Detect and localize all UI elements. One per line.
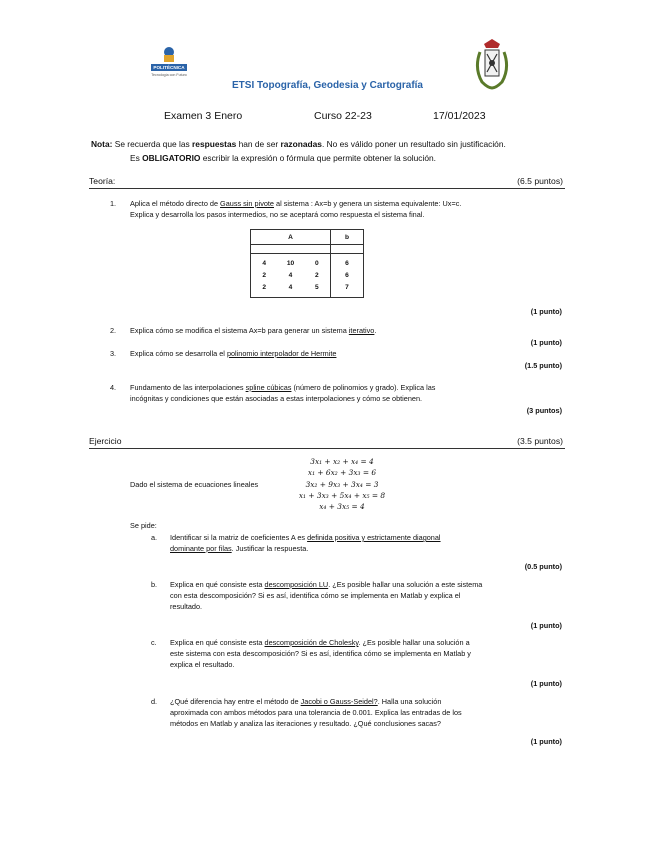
upm-logo-subtitle: Tecnología con Futuro bbox=[151, 73, 187, 77]
matrix-cell: 4 bbox=[288, 284, 293, 291]
exercise-heading: Ejercicio bbox=[89, 436, 122, 446]
item-b-text: Explica en qué consiste esta descomposición LU. ¿Es posible hallar una solución a este sistema con esta descomposición? Si es así, identifica cómo se implementa en Matlab y explica el resultado. bbox=[170, 580, 483, 611]
matrix-cell: 4 bbox=[288, 272, 293, 279]
exam-name: Examen 3 Enero bbox=[164, 110, 243, 122]
matrix-cell: 10 bbox=[286, 260, 295, 267]
item-d-label: d. bbox=[151, 697, 158, 706]
matrix-cell: 6 bbox=[345, 260, 349, 267]
divider bbox=[89, 188, 565, 189]
q3-number: 3. bbox=[110, 349, 117, 358]
exam-date: 17/01/2023 bbox=[433, 110, 486, 122]
theory-points: (6.5 puntos) bbox=[517, 176, 563, 186]
q1-text: Aplica el método directo de Gauss sin pivote al sistema : Ax=b y genera un sistema equivalente: Ux=c. Explica y desarrolla los pasos intermedios, no se aceptará como respuesta el sistema final. bbox=[130, 199, 462, 219]
upm-logo-text: POLITÉCNICA bbox=[153, 65, 185, 70]
equation: x₁ + 6x₂ + 3x₃ = 6 bbox=[307, 468, 377, 478]
item-b-label: b. bbox=[151, 580, 158, 589]
item-c-label: c. bbox=[151, 638, 157, 647]
equation-system bbox=[282, 456, 402, 512]
matrix-table bbox=[250, 229, 364, 298]
note-line-1: Nota: Se recuerda que las respuestas han de ser razonadas. No es válido poner un resultado sin justificación. bbox=[91, 139, 506, 149]
q1-number: 1. bbox=[110, 199, 117, 208]
divider bbox=[89, 448, 565, 449]
q3-text: Explica cómo se desarrolla el polinomio interpolador de Hermite bbox=[130, 349, 337, 358]
q4-points: (3 puntos) bbox=[526, 406, 562, 415]
matrix-header-b: b bbox=[331, 230, 364, 245]
matrix-cell: 0 bbox=[314, 260, 319, 267]
system-intro: Dado el sistema de ecuaciones lineales bbox=[130, 480, 259, 489]
item-d-text: ¿Qué diferencia hay entre el método de Jacobi o Gauss-Seidel?. Halla una solución aproximada con ambos métodos para una tolerancia de 0.001. Explica las entradas de los métodos en Matlab y analiza las iteraciones y resultado. ¿Qué conclusiones sacas? bbox=[170, 697, 462, 728]
item-a-label: a. bbox=[151, 533, 158, 542]
exercise-points: (3.5 puntos) bbox=[517, 436, 563, 446]
item-b-points: (1 punto) bbox=[530, 621, 562, 630]
matrix-cell: 2 bbox=[314, 272, 319, 279]
q4-text: Fundamento de las interpolaciones spline cúbicas (número de polinomios y grado). Explica las incógnitas y condiciones que están asociadas a estas interpolaciones y cómo se obtienen. bbox=[130, 383, 436, 403]
q2-number: 2. bbox=[110, 326, 117, 335]
note-label: Nota: bbox=[91, 139, 113, 149]
matrix-cell: 7 bbox=[345, 284, 349, 291]
course-label: Curso 22-23 bbox=[314, 110, 372, 122]
q3-points: (1.5 punto) bbox=[524, 361, 562, 370]
matrix-cell: 6 bbox=[345, 272, 349, 279]
item-a-points: (0.5 punto) bbox=[524, 562, 562, 571]
equation: x₄ + 3x₅ = 4 bbox=[319, 502, 365, 512]
q1-points: (1 punto) bbox=[530, 307, 562, 316]
asks-label: Se pide: bbox=[130, 521, 157, 530]
matrix-cell: 2 bbox=[262, 284, 266, 291]
page-title: ETSI Topografía, Geodesia y Cartografía bbox=[232, 80, 423, 91]
matrix-header-a: A bbox=[251, 230, 331, 245]
equation: 3x₁ + x₂ + x₄ = 4 bbox=[310, 457, 374, 466]
q2-points: (1 punto) bbox=[530, 338, 562, 347]
matrix-cell: 4 bbox=[262, 260, 266, 267]
note-line-2: Es OBLIGATORIO escribir la expresión o fórmula que permite obtener la solución. bbox=[130, 153, 436, 163]
item-a-text: Identificar si la matriz de coeficientes A es definida positiva y estrictamente diagonal dominante por filas. Justificar la respuesta. bbox=[170, 533, 441, 553]
matrix-cell: 5 bbox=[314, 284, 319, 291]
equation: 3x₂ + 9x₃ + 3x₄ = 3 bbox=[305, 479, 379, 489]
theory-heading: Teoría: bbox=[89, 176, 116, 186]
q4-number: 4. bbox=[110, 383, 117, 392]
matrix-cell: 2 bbox=[262, 272, 266, 279]
equation: x₁ + 3x₃ + 5x₄ + x₅ = 8 bbox=[298, 490, 386, 500]
item-d-points: (1 punto) bbox=[530, 737, 562, 746]
q2-text: Explica cómo se modifica el sistema Ax=b para generar un sistema iterativo. bbox=[130, 326, 377, 335]
item-c-points: (1 punto) bbox=[530, 679, 562, 688]
item-c-text: Explica en qué consiste esta descomposición de Cholesky. ¿Es posible hallar una solución a este sistema con esta descomposición? Si es así, identifica cómo se implementa en Matlab y explica el resultado. bbox=[170, 638, 471, 669]
